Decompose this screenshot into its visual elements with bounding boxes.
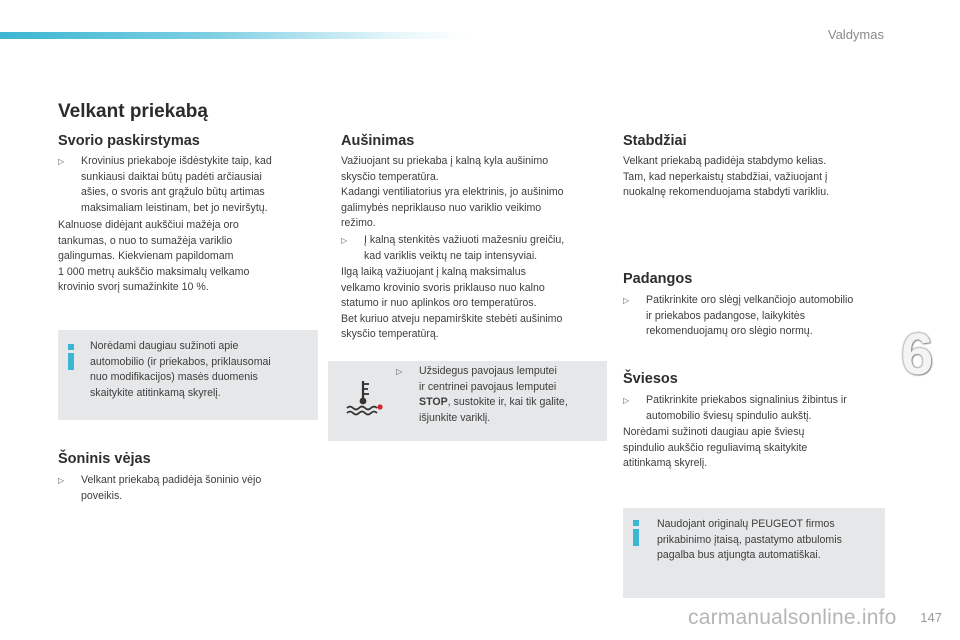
text-line: galingumas. Kiekvienam papildomam (58, 250, 234, 263)
text-line: tankumas, o nuo to sumažėja variklio (58, 234, 233, 247)
warning-bullet (396, 364, 624, 426)
text-line: Bet kuriuo atveju nepamirškite stebėti aušinimo (341, 312, 563, 325)
text-line: Užsidegus pavojaus lemputei (419, 365, 557, 377)
bullet-arrow-icon: ▷ (396, 367, 403, 376)
text-line: maksimaliam leistinam, bet jo neviršytų. (81, 201, 268, 214)
text-line: skysčio temperatūra. (341, 170, 439, 183)
text-line: Patikrinkite oro slėgį velkančiojo automobilio (646, 294, 854, 306)
weight-paragraph (58, 218, 320, 296)
info-box-weight (58, 330, 318, 420)
heading-tyres: Padangos (623, 271, 693, 287)
info-text (90, 339, 314, 401)
crosswind-bullet (58, 473, 343, 504)
text-line: Norėdami daugiau sužinoti apie (90, 340, 239, 352)
text-fragment: , sustokite ir, kai tik galite, (447, 396, 568, 409)
chapter-number: 6 (901, 322, 934, 387)
text-line: Važiuojant su priekaba į kalną kyla aušinimo (341, 155, 549, 167)
text-line: velkamo krovinio svoris priklauso nuo kalno (341, 281, 545, 294)
bullet-arrow-icon: ▷ (623, 296, 630, 305)
text-line: sunkiausi daiktai būtų padėti arčiausiai (81, 170, 262, 183)
text-line (419, 395, 624, 411)
text-line: galimybės nepriklauso nuo variklio veikimo (341, 201, 542, 214)
cooling-paragraph-1 (341, 154, 609, 232)
text-line: nuokalnę rekomenduojama stabdyti varikliu. (623, 186, 830, 199)
heading-lights: Šviesos (623, 371, 678, 387)
text-line: Į kalną stenkitės važiuoti mažesniu greičiu, (364, 234, 565, 246)
bullet-arrow-icon: ▷ (58, 157, 65, 166)
text-line: pagalba bus atjungta automatiškai. (657, 549, 821, 562)
heading-weight: Svorio paskirstymas (58, 133, 200, 149)
text-line: nuo modifikacijos) masės duomenis (90, 371, 258, 384)
weight-bullet (58, 154, 343, 216)
text-line: poveikis. (81, 489, 123, 502)
text-line: prikabinimo įtaisą, pastatymo atbulomis (657, 533, 842, 546)
text-line: ir centrinei pavojaus lemputei (419, 380, 557, 393)
coolant-temperature-icon (343, 377, 385, 417)
text-line: Norėdami sužinoti daugiau apie šviesų (623, 426, 805, 438)
bullet-arrow-icon: ▷ (341, 236, 348, 245)
cooling-paragraph-2 (341, 265, 609, 343)
info-text (657, 517, 881, 564)
text-line: režimo. (341, 217, 376, 230)
text-line: išjunkite variklį. (419, 411, 491, 424)
text-line: skysčio temperatūrą. (341, 328, 439, 341)
text-line: Kalnuose didėjant aukščiui mažėja oro (58, 219, 239, 231)
text-line: automobilio (ir priekabos, priklausomai (90, 355, 271, 368)
tyres-bullet (623, 293, 916, 340)
info-icon (631, 520, 641, 546)
text-line: Ilgą laiką važiuojant į kalną maksimalus (341, 266, 526, 278)
cooling-bullet (341, 233, 632, 264)
heading-brakes: Stabdžiai (623, 133, 687, 149)
text-line: kad variklis veiktų ne taip intensyviai. (364, 249, 538, 262)
text-line: ir priekabos padangose, laikykitės (646, 309, 805, 322)
text-line: Tam, kad neperkaistų stabdžiai, važiuojant į (623, 170, 828, 183)
text-line: automobilio šviesų spindulio aukštį. (646, 409, 812, 422)
text-line: rekomenduojamų oro slėgio normų. (646, 325, 813, 338)
text-line: Krovinius priekaboje išdėstykite taip, kad (81, 155, 272, 167)
text-line: ašies, o svoris ant grąžulo būtų artimas (81, 186, 265, 199)
page-title: Velkant priekabą (58, 101, 208, 122)
text-line: Velkant priekabą padidėja stabdymo kelias. (623, 155, 827, 167)
lights-paragraph (623, 425, 893, 472)
text-line: spindulio aukščio reguliavimą skaitykite (623, 441, 808, 454)
text-line: Naudojant originalų PEUGEOT firmos (657, 518, 835, 530)
stop-label: STOP (419, 396, 448, 409)
page-number: 147 (920, 610, 942, 625)
text-line: krovinio svorį sumažinkite 10 %. (58, 281, 209, 294)
header-accent-bar (0, 32, 470, 39)
heading-cooling: Aušinimas (341, 133, 415, 149)
bullet-arrow-icon: ▷ (623, 396, 630, 405)
info-box-towbar (623, 508, 885, 598)
warning-box (328, 361, 607, 441)
lights-bullet (623, 393, 916, 424)
text-line: 1 000 metrų aukščio maksimalų velkamo (58, 265, 250, 278)
section-title: Valdymas (827, 27, 884, 42)
text-line: atitinkamą skyrelį. (623, 457, 708, 470)
heading-crosswind: Šoninis vėjas (58, 451, 151, 467)
text-line: Kadangi ventiliatorius yra elektrinis, jo aušinimo (341, 186, 564, 199)
text-line: statumo ir nuo aplinkos oro temperatūros. (341, 297, 537, 310)
watermark: carmanualsonline.info (688, 606, 897, 629)
text-line: Velkant priekabą padidėja šoninio vėjo (81, 474, 262, 486)
info-icon (66, 344, 76, 370)
bullet-arrow-icon: ▷ (58, 476, 65, 485)
text-line: Patikrinkite priekabos signalinius žibintus ir (646, 394, 847, 406)
brakes-paragraph (623, 154, 893, 201)
text-line: skaitykite atitinkamą skyrelį. (90, 386, 221, 399)
